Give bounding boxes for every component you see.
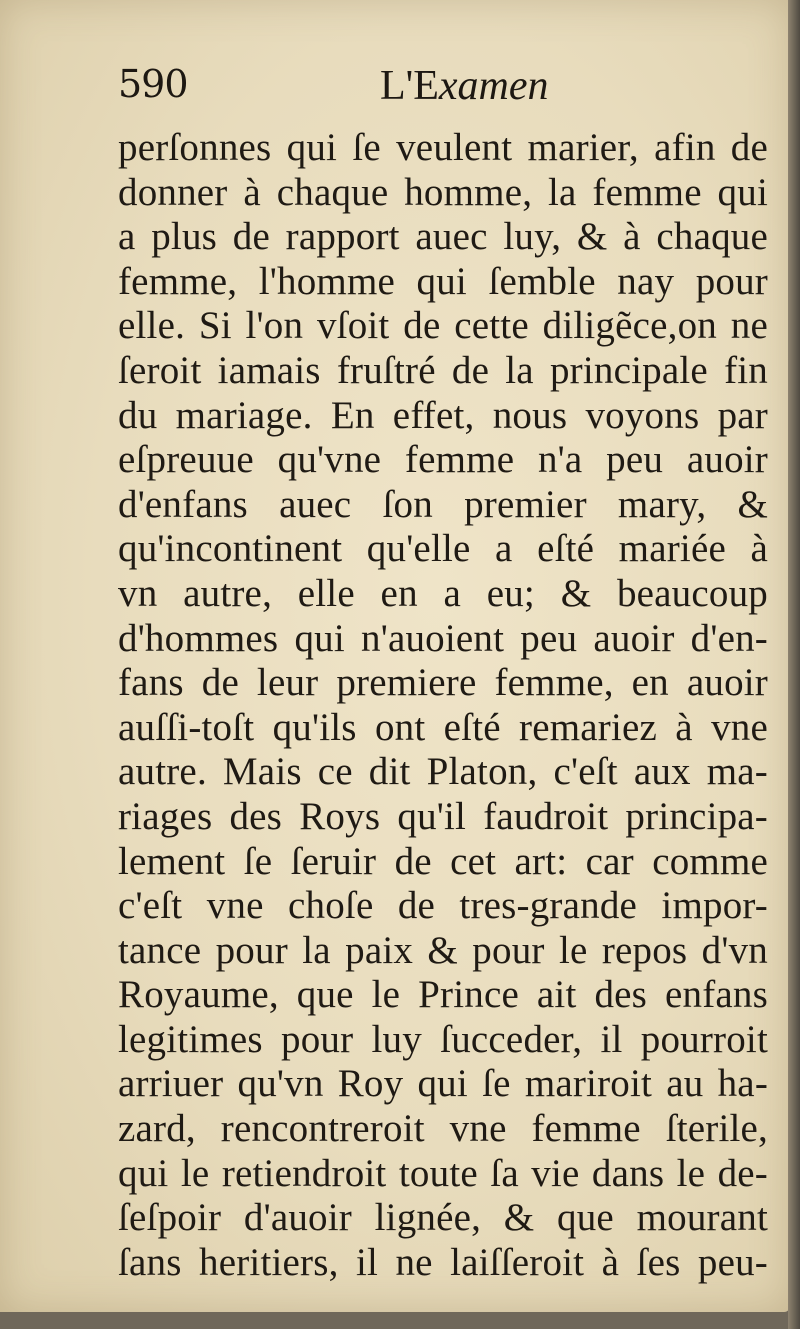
page-number: 590	[118, 62, 188, 106]
text-line: d'enfans auec ſon premier mary, &	[118, 482, 768, 526]
text-line: Royaume, que le Prince ait des enfans	[118, 973, 768, 1017]
text-line: perſonnes qui ſe veulent marier, afin de	[118, 126, 768, 169]
text-line: autre. Mais ce dit Platon, c'eſt aux ma-	[118, 750, 768, 794]
page-header	[118, 62, 678, 122]
text-line: elle. Si l'on vſoit de cette diligẽce,on ne	[118, 304, 768, 348]
text-line: legitimes pour luy ſucceder, il pourroit	[118, 1017, 768, 1061]
text-line: c'eſt vne choſe de tres-grande impor-	[118, 884, 768, 928]
body-text	[118, 126, 768, 1285]
text-line: ſeroit iamais fruſtré de la principale fin	[118, 348, 768, 392]
text-line: auſſi-toſt qu'ils ont eſté remariez à vne	[118, 705, 768, 749]
text-line: qu'incontinent qu'elle a eſté mariée à	[118, 527, 768, 571]
text-line: femme, l'homme qui ſemble nay pour	[118, 259, 768, 303]
running-title-prefix: L'E	[380, 63, 439, 109]
text-line: tance pour la paix & pour le repos d'vn	[118, 928, 768, 972]
text-line: a plus de rapport auec luy, & à chaque	[118, 215, 768, 259]
page-edge-shadow	[788, 0, 800, 1329]
text-line: donner à chaque homme, la femme qui	[118, 170, 768, 214]
text-line: qui le retiendroit toute ſa vie dans le de-	[118, 1151, 768, 1195]
text-line: ſeſpoir d'auoir lignée, & que mourant	[118, 1196, 768, 1240]
running-title-italic: xamen	[438, 63, 549, 109]
text-line: riages des Roys qu'il faudroit principa-	[118, 794, 768, 838]
running-title	[380, 62, 549, 110]
text-line: du mariage. En effet, nous voyons par	[118, 393, 768, 437]
text-line: arriuer qu'vn Roy qui ſe mariroit au ha-	[118, 1062, 768, 1106]
text-line: ſans heritiers, il ne laiſſeroit à ſes peu-	[118, 1240, 768, 1284]
text-line: eſpreuue qu'vne femme n'a peu auoir	[118, 438, 768, 482]
text-line: zard, rencontreroit vne femme ſterile,	[118, 1107, 768, 1151]
text-line: d'hommes qui n'auoient peu auoir d'en-	[118, 616, 768, 660]
text-line: lement ſe ſeruir de cet art: car comme	[118, 839, 768, 883]
text-line: fans de leur premiere femme, en auoir	[118, 661, 768, 705]
text-line: vn autre, elle en a eu; & beaucoup	[118, 571, 768, 615]
